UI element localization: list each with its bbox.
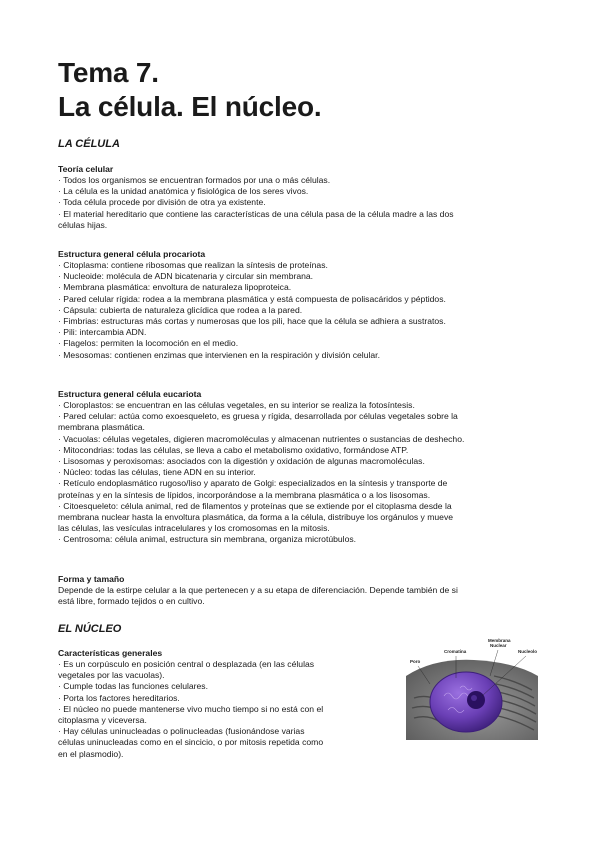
procariota-line: · Pared celular rígida: rodea a la membrana plasmática y está compuesta de polisacáridos y péptidos. [58,293,446,304]
eucariota-heading: Estructura general célula eucariota [58,389,202,399]
eucariota-lines [58,400,543,546]
forma-heading: Forma y tamaño [58,574,125,584]
eucariota-line: · Retículo endoplasmático rugoso/liso y aparato de Golgi: especializados en la síntesis y transporte de [58,478,448,489]
eucariota-block [58,389,543,546]
caracteristicas-line: · Es un corpúsculo en posición central o desplazada (en las células [58,659,315,669]
caracteristicas-block [58,648,388,760]
nucleus-diagram [404,636,540,742]
nucleus-illustration [404,636,540,742]
label-nuclear: Nuclear [490,643,507,648]
caracteristicas-lines [58,659,388,760]
nucleolus-highlight [471,695,477,701]
forma-line: está libre, formado tejidos o en cultivo. [58,596,205,607]
procariota-line: · Pili: intercambia ADN. [58,327,147,338]
caracteristicas-heading: Características generales [58,648,163,658]
teoria-line: · El material hereditario que contiene las características de una célula pasa de la célula madre a las dos [58,208,454,219]
forma-block [58,574,543,607]
caracteristicas-line: · Cumple todas las funciones celulares. [58,681,208,692]
procariota-line: · Citoplasma: contiene ribosomas que realizan la síntesis de proteínas. [58,260,328,270]
eucariota-line: · Centrosoma: célula animal, estructura sin membrana, organiza microtúbulos. [58,534,357,545]
procariota-lines [58,260,543,361]
teoria-block [58,164,543,231]
caracteristicas-line: · Hay células uninucleadas o polinucleadas (fusionándose varias [58,726,305,737]
caracteristicas-line: · El núcleo no puede mantenerse vivo mucho tiempo si no está con el [58,703,324,714]
caracteristicas-line: citoplasma y viceversa. [58,715,147,726]
eucariota-line: las células, las vesículas intracelulares y los cromosomas en la mitosis. [58,523,330,534]
procariota-line: · Nucleoide: molécula de ADN bicatenaria y circular sin membrana. [58,271,314,282]
label-nucleolo: Nucleolo [518,649,538,654]
eucariota-line: · Vacuolas: células vegetales, digieren macromoléculas y almacenan nutrientes o sustancias de deshecho. [58,433,465,444]
teoria-line: · Toda célula procede por división de otra ya existente. [58,197,266,208]
teoria-heading: Teoría celular [58,164,114,174]
eucariota-line: · Núcleo: todas las células, tiene ADN en su interior. [58,467,256,478]
caracteristicas-line: · Porta los factores hereditarios. [58,692,180,703]
caracteristicas-line: células uninucleadas como en el sincicio, o por mitosis repetida como [58,737,324,748]
eucariota-line: · Lisosomas y peroxisomas: asociados con la digestión y oxidación de algunas macromoléculas. [58,456,425,467]
title-line-2: La célula. El núcleo. [58,91,322,122]
procariota-line: · Fimbrias: estructuras más cortas y numerosas que los pili, hace que la célula se adhiera a sustratos. [58,316,446,327]
procariota-heading: Estructura general célula procariota [58,249,206,259]
eucariota-line: · Mitocondrias: todas las células, se lleva a cabo el metabolismo oxidativo, formándose ATP. [58,444,409,455]
teoria-lines [58,175,543,231]
eucariota-line: membrana plasmática. [58,422,145,433]
section-heading-nucleo: EL NÚCLEO [58,623,122,635]
nucleus [430,672,502,732]
procariota-line: · Cápsula: cubierta de naturaleza glicídica que rodea a la pared. [58,304,303,315]
caracteristicas-line: en el plasmodio). [58,748,124,759]
teoria-line: · Todos los organismos se encuentran formados por una o más células. [58,175,331,185]
eucariota-line: membrana nuclear hasta la envoltura plasmática, da forma a la célula, distribuye los orgánulos y mueve [58,512,454,523]
title-line-1: Tema 7. [58,57,159,88]
forma-line: Depende de la estirpe celular a la que pertenecen y a su etapa de diferenciación. Depende también de si [58,585,458,595]
page-title [58,56,321,124]
teoria-line: · La célula es la unidad anatómica y fisiológica de los seres vivos. [58,186,309,197]
label-cromatina: Cromatina [444,649,467,654]
section-heading-celula: LA CÉLULA [58,138,120,150]
forma-lines [58,585,543,607]
procariota-line: · Flagelos: permiten la locomoción en el medio. [58,338,239,349]
procariota-line: · Membrana plasmática: envoltura de naturaleza lipoproteica. [58,282,292,293]
eucariota-line: proteínas y en la síntesis de lípidos, incorporándose a la membrana plasmática o a los lisosomas. [58,489,431,500]
eucariota-line: · Cloroplastos: se encuentran en las células vegetales, en su interior se realiza la fotosíntesis. [58,400,415,410]
eucariota-line: · Citoesqueleto: célula animal, red de filamentos y proteínas que se extiende por el citoplasma desde la [58,500,452,511]
label-membrana: Membrana [488,638,511,643]
eucariota-line: · Pared celular: actúa como exoesqueleto, es gruesa y rígida, desarrollada por células vegetales sobre la [58,411,458,422]
teoria-line: células hijas. [58,219,108,230]
label-poro: Poro [410,659,421,664]
procariota-block [58,249,543,361]
caracteristicas-line: vegetales por las vacuolas). [58,670,165,681]
procariota-line: · Mesosomas: contienen enzimas que intervienen en la respiración y división celular. [58,349,380,360]
